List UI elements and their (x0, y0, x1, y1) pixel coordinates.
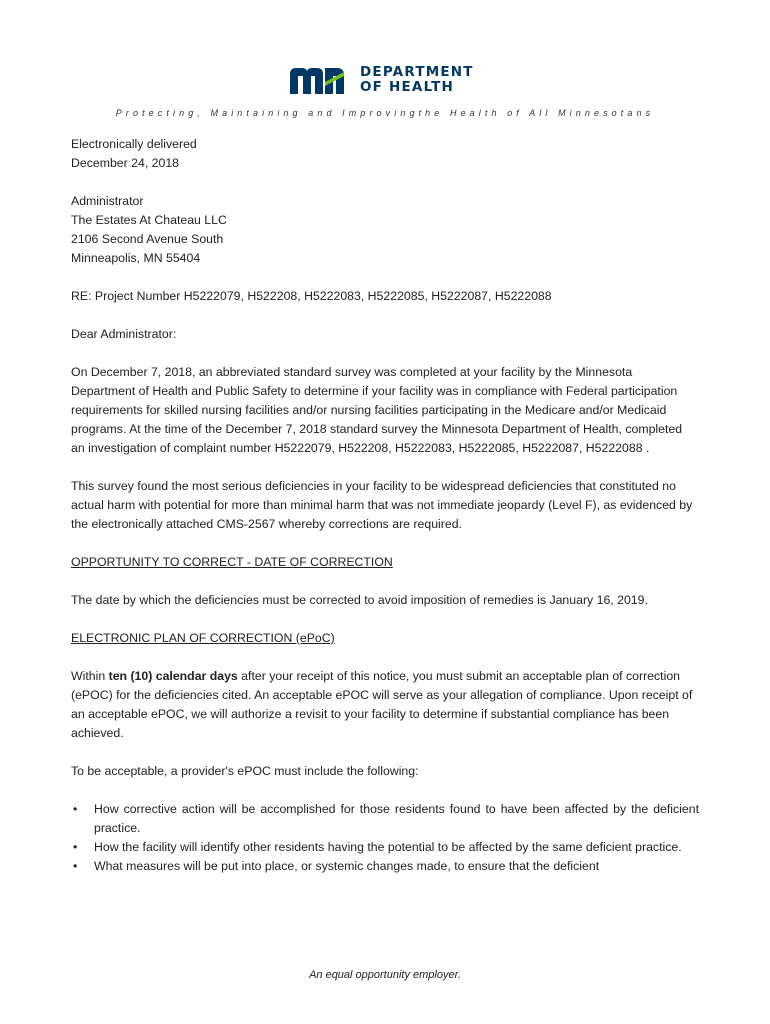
epoc-paragraph (71, 667, 699, 743)
letter-body (71, 135, 699, 876)
epoc-prefix: Within (71, 669, 109, 683)
epoc-rest: after your receipt of this notice, you must submit an acceptable plan of correction (ePOC) for the deficiencies cited. An acceptable ePOC will serve as your allegation of compliance. Upon receipt of an acceptable ePOC, we will authorize a revisit to your facility to determine if substantial compliance has been achieved. (71, 669, 693, 740)
delivery-method: Electronically delivered (71, 137, 197, 151)
letter-date: December 24, 2018 (71, 156, 180, 170)
section-heading-correction: OPPORTUNITY TO CORRECT - DATE OF CORRECTION (71, 555, 393, 569)
epoc-deadline: ten (10) calendar days (108, 669, 238, 683)
list-item: • How the facility will identify other residents having the potential to be affected by the same deficient practice. (71, 838, 699, 857)
logo-wordmark (360, 65, 474, 95)
epoc-requirements-list (71, 800, 699, 876)
re-line: RE: Project Number H5222079, H522208, H5222083, H5222085, H5222087, H5222088 (71, 289, 552, 303)
tagline: Protecting, Maintaining and Improvingthe Health of All Minnesotans (115, 108, 655, 118)
footer-equal-opportunity: An equal opportunity employer. (309, 969, 461, 981)
salutation: Dear Administrator: (71, 327, 177, 341)
survey-paragraph: On December 7, 2018, an abbreviated standard survey was completed at your facility by the Minnesota Department of Health and Public Safety to determine if your facility was in compliance with Federal participation requirements for skilled nursing facilities and/or nursing facilities participating in the Medicare and/or Medicaid programs. At the time of the December 7, 2018 standard survey the Minnesota Department of Health, completed an investigation of complaint number H5222079, H522208, H5222083, H5222085, H5222087, H5222088 . (71, 365, 683, 455)
mn-logo-mark-icon (290, 66, 352, 94)
mdh-logo (290, 62, 482, 98)
recipient-title: Administrator (71, 194, 144, 208)
deficiency-paragraph: This survey found the most serious deficiencies in your facility to be widespread deficiencies that constituted no actual harm with potential for more than minimal harm that was not immediate jeopardy (Level F), as evidenced by the electronically attached CMS-2567 whereby corrections are required. (71, 479, 693, 531)
list-item: • What measures will be put into place, or systemic changes made, to ensure that the deficient (71, 857, 699, 876)
epoc-requirements-intro: To be acceptable, a provider's ePOC must include the following: (71, 764, 419, 778)
recipient-street: 2106 Second Avenue South (71, 232, 224, 246)
recipient-company: The Estates At Chateau LLC (71, 213, 227, 227)
section-heading-epoc: ELECTRONIC PLAN OF CORRECTION (ePoC) (71, 631, 335, 645)
correction-date-paragraph: The date by which the deficiencies must be corrected to avoid imposition of remedies is January 16, 2019. (71, 593, 648, 607)
list-item: • How corrective action will be accomplished for those residents found to have been affected by the deficient practice. (71, 800, 699, 838)
logo-line-of-health: OF HEALTH (360, 79, 455, 95)
logo-line-department: DEPARTMENT (360, 64, 474, 80)
recipient-city: Minneapolis, MN 55404 (71, 251, 201, 265)
